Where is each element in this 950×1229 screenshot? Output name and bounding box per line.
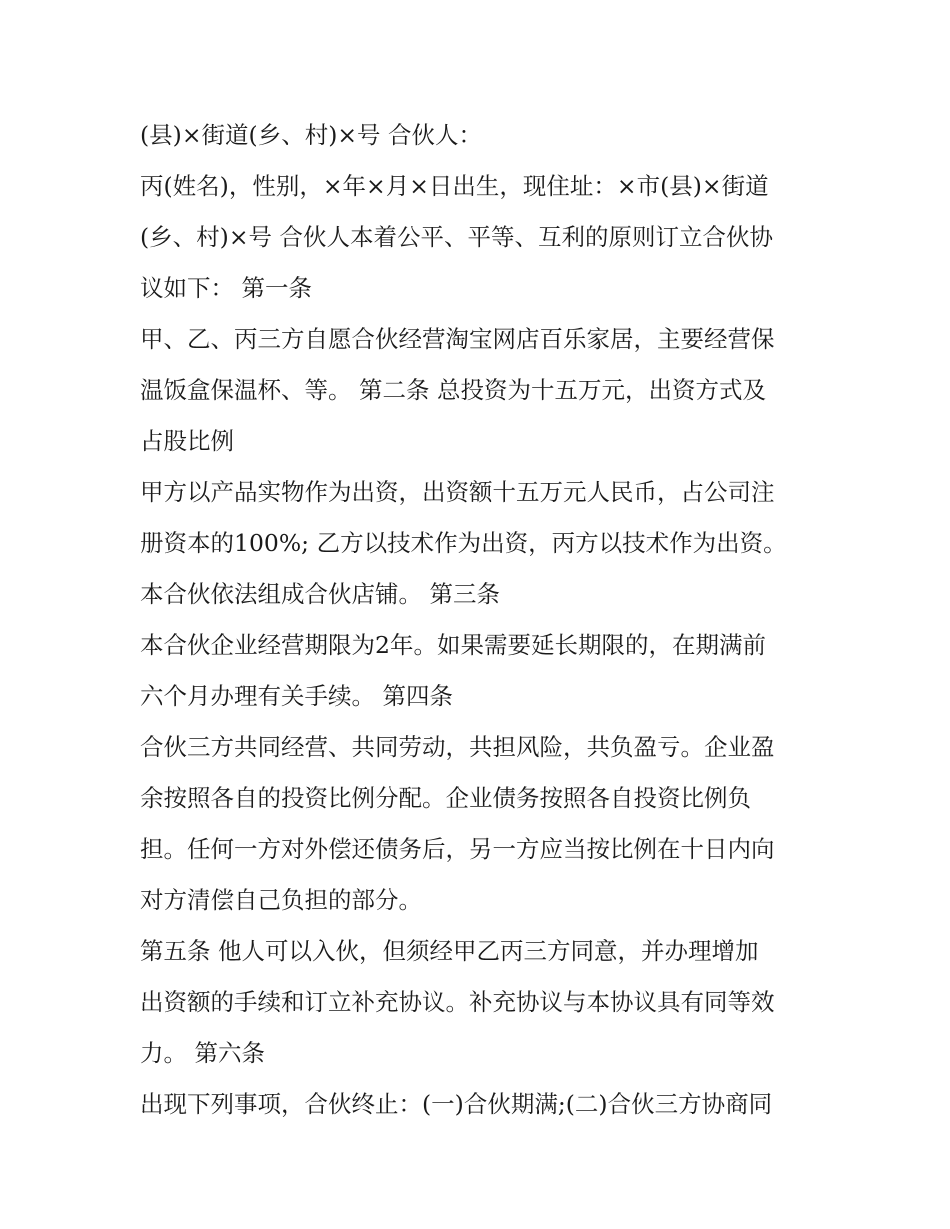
text-line: 占股比例 [140,427,234,455]
text-line: 册资本的100%; 乙方以技术作为出资，丙方以技术作为出资。 [140,529,787,557]
document-body [140,110,840,1130]
text-line: 甲方以产品实物作为出资，出资额十五万元人民币，占公司注 [140,478,775,506]
text-line: 温饭盒保温杯、等。 第二条 总投资为十五万元，出资方式及 [140,376,766,404]
text-line: 第五条 他人可以入伙，但须经甲乙丙三方同意，并办理增加 [140,937,759,965]
text-line: 本合伙企业经营期限为2年。如果需要延长期限的，在期满前 [140,631,766,659]
text-line: 甲、乙、丙三方自愿合伙经营淘宝网店百乐家居，主要经营保 [140,325,775,353]
text-line: 合伙三方共同经营、共同劳动，共担风险，共负盈亏。企业盈 [140,733,775,761]
text-line: 六个月办理有关手续。 第四条 [140,682,453,710]
text-line: 出资额的手续和订立补充协议。补充协议与本协议具有同等效 [140,988,775,1016]
text-line: 余按照各自的投资比例分配。企业债务按照各自投资比例负 [140,784,751,812]
text-line: 出现下列事项，合伙终止：(一)合伙期满;(二)合伙三方协商同 [140,1090,773,1118]
text-line: 丙(姓名)，性别，×年×月×日出生，现住址：×市(县)×街道 [140,172,769,200]
text-line: 对方清偿自己负担的部分。 [140,886,422,914]
text-line: 议如下： 第一条 [140,274,312,302]
text-line: 力。 第六条 [140,1039,265,1067]
text-line: 本合伙依法组成合伙店铺。 第三条 [140,580,500,608]
text-line: 担。任何一方对外偿还债务后，另一方应当按比例在十日内向 [140,835,775,863]
text-line: (乡、村)×号 合伙人本着公平、平等、互利的原则订立合伙协 [140,223,773,251]
text-line: (县)×街道(乡、村)×号 合伙人： [140,121,483,149]
